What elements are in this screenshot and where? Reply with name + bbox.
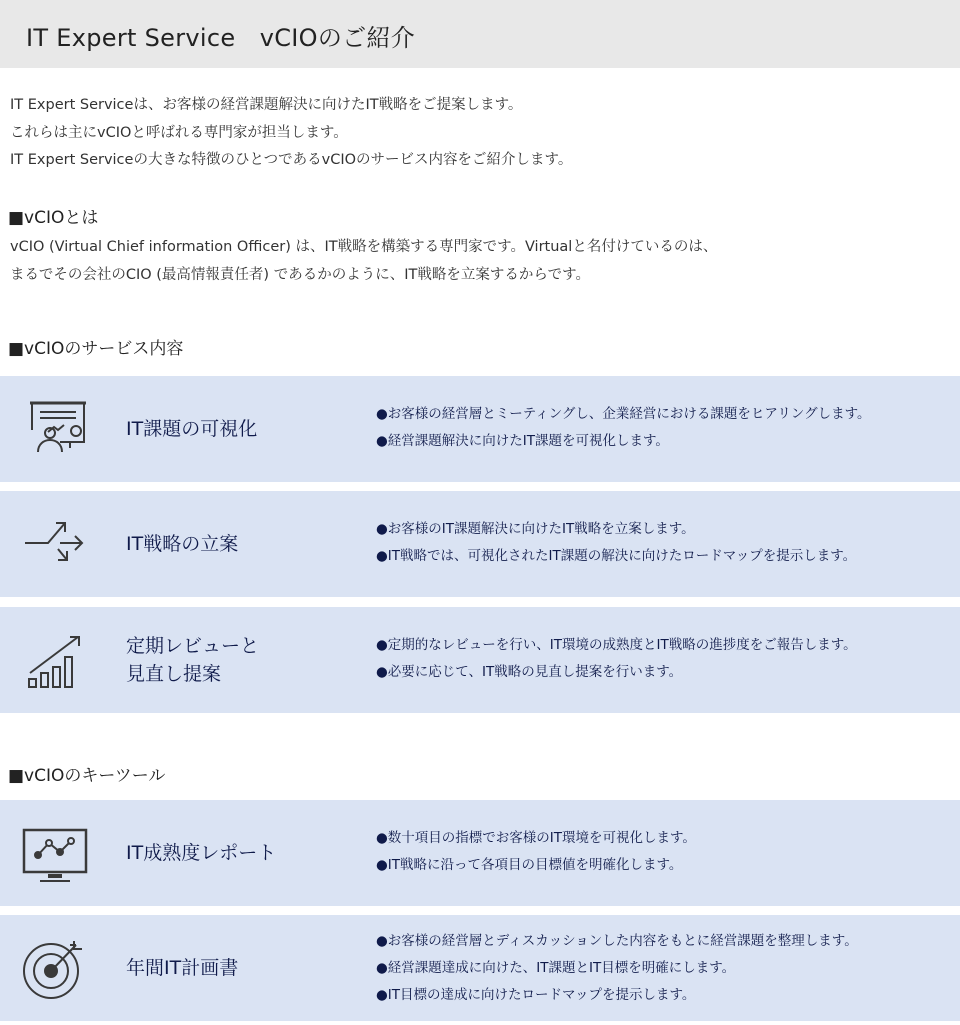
service-bullets [376,632,857,686]
bullet: ●IT戦略では、可視化されたIT課題の解決に向けたロードマップを提示します。 [376,548,857,564]
service-card [0,607,960,713]
tool-bullets [376,825,696,879]
page-header [0,0,960,68]
about-line: vCIO (Virtual Chief information Officer) は、IT戦略を構築する専門家です。Virtualと名付けているのは、 [10,239,718,255]
intro-line: IT Expert Serviceの大きな特徴のひとつであるvCIOのサービス内容をご紹介します。 [10,152,573,168]
bullet: ●経営課題達成に向けた、IT課題とIT目標を明確にします。 [376,960,736,976]
bullet: ●経営課題解決に向けたIT課題を可視化します。 [376,433,669,449]
bullet: ●必要に応じて、IT戦略の見直し提案を行います。 [376,664,683,680]
tool-card [0,915,960,1021]
tool-title: 年間IT計画書 [126,957,239,979]
bullet: ●数十項目の指標でお客様のIT環境を可視化します。 [376,830,696,846]
service-title: IT課題の可視化 [126,418,258,440]
bullet: ●お客様の経営層とミーティングし、企業経営における課題をヒアリングします。 [376,406,871,422]
presentation-icon [20,400,90,460]
service-title-line: 定期レビューと [126,635,260,657]
section-heading-tools: ■vCIOのキーツール [8,766,166,786]
target-icon [20,939,90,999]
section-heading-services: ■vCIOのサービス内容 [8,339,184,359]
service-title [126,632,259,688]
bullet: ●IT目標の達成に向けたロードマップを提示します。 [376,987,696,1003]
split-arrows-icon [20,515,90,575]
service-bullets [376,516,856,570]
monitor-chart-icon [20,824,90,884]
intro-line: IT Expert Serviceは、お客様の経営課題解決に向けたIT戦略をご提案します。 [10,97,523,113]
bullet: ●定期的なレビューを行い、IT環境の成熟度とIT戦略の進捗度をご報告します。 [376,637,857,653]
service-title: IT戦略の立案 [126,533,239,555]
growth-chart-icon [20,631,90,691]
bullet: ●お客様の経営層とディスカッションした内容をもとに経営課題を整理します。 [376,933,858,949]
service-title-line: 見直し提案 [126,663,222,685]
tool-title: IT成熟度レポート [126,842,277,864]
tool-card [0,800,960,906]
intro-line: これらは主にvCIOと呼ばれる専門家が担当します。 [10,124,348,141]
bullet: ●お客様のIT課題解決に向けたIT戦略を立案します。 [376,521,695,537]
service-bullets [376,401,871,455]
section-heading-about: ■vCIOとは [8,208,99,228]
about-line: まるでその会社のCIO (最高情報責任者) であるかのように、IT戦略を立案するからです。 [10,266,591,283]
service-card [0,491,960,597]
page-title: IT Expert Service vCIOのご紹介 [26,24,416,52]
intro-text [10,92,572,175]
about-text [10,234,717,289]
service-card [0,376,960,482]
bullet: ●IT戦略に沿って各項目の目標値を明確化します。 [376,857,683,873]
tool-bullets [376,928,858,1009]
